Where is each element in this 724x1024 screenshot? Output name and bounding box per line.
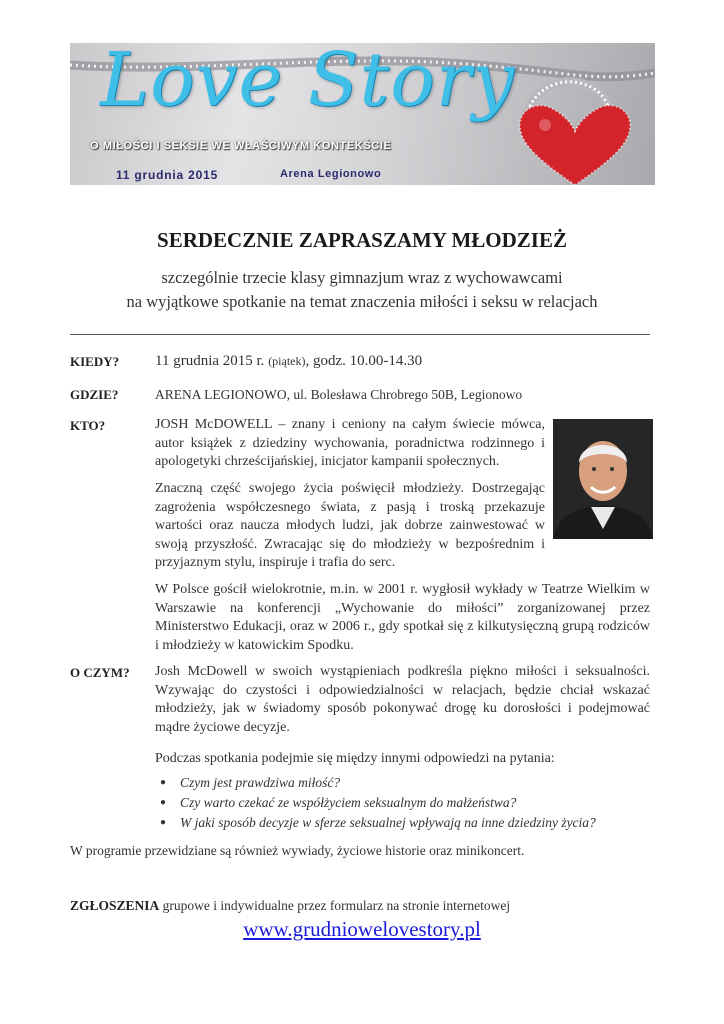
speaker-bio-1: JOSH McDOWELL – znany i ceniony na całym świecie mówca, autor książek z dziedziny wychowania, poradnictwa rodzinnego i apologetyki chrześcijańskiej, inicjator kampanii społecznych. xyxy=(155,417,545,469)
event-time: , godz. 10.00-14.30 xyxy=(305,353,423,369)
list-item: ● W jaki sposób decyzje w sferze seksualnej wpływają na inne dziedziny życia? xyxy=(160,813,596,833)
bullet-icon: ● xyxy=(160,797,167,808)
banner-date: 11 grudnia 2015 xyxy=(116,168,219,182)
event-where: ARENA LEGIONOWO, ul. Bolesława Chrobrego 50B, Legionowo xyxy=(155,387,523,402)
label-gdzie: GDZIE? xyxy=(70,387,119,402)
list-item: ● Czym jest prawdziwa miłość? xyxy=(160,773,596,793)
header-banner xyxy=(70,43,655,185)
event-when xyxy=(155,352,422,371)
website-link[interactable]: www.grudniowelovestory.pl xyxy=(243,917,481,941)
bullet-icon: ● xyxy=(160,777,167,788)
speaker-photo xyxy=(553,419,653,539)
question-list xyxy=(160,773,596,833)
registration-label: ZGŁOSZENIA xyxy=(70,898,160,913)
speaker-bio-2: Znaczną część swojego życia poświęcił młodzieży. Dostrzegając zagrożenia współczesnego świata, z pasją i troską przekazuje wartości oraz naucza młodych ludzi, jak dobrze zainwestować w swoją przyszłość. Zwracając się do młodzieży w bezpośrednim i przyjaznym stylu, inspiruje i trafia do serc. xyxy=(155,481,545,570)
intro-line-2: na wyjątkowe spotkanie na temat znaczenia miłości i seksu w relacjach xyxy=(126,292,598,311)
registration-note: ZGŁOSZENIA grupowe i indywidualne przez formularz na stronie internetowej xyxy=(70,898,511,913)
event-date: 11 grudnia 2015 r. xyxy=(155,353,265,369)
logo-title: Love Story xyxy=(100,43,515,123)
speaker-portrait xyxy=(553,419,653,539)
divider xyxy=(70,334,650,335)
list-item: ● Czy warto czekać ze współżyciem seksualnym do małżeństwa? xyxy=(160,793,596,813)
topic-questions-intro: Podczas spotkania podejmie się między innymi odpowiedzi na pytania: xyxy=(155,751,555,766)
topic-description: Josh McDowell w swoich wystąpieniach podkreśla piękno miłości i seksualności. Wzywając do czystości i odpowiedzialności w relacjach, będzie chciał wskazać młodzieży, jak w świadomy sposób pokonywać drogę ku dorosłości i podejmować mądre życiowe decyzje. xyxy=(155,664,650,735)
banner-venue: Arena Legionowo xyxy=(280,168,382,180)
bullet-icon: ● xyxy=(160,817,167,828)
logo-subtitle: O MIŁOŚCI I SEKSIE WE WŁAŚCIWYM KONTEKŚCIE xyxy=(90,140,392,152)
program-note: W programie przewidziane są również wywiady, życiowe historie oraz minikoncert. xyxy=(70,843,525,858)
speaker-bio-3: W Polsce gościł wielokrotnie, m.in. w 2001 r. wygłosił wykłady w Teatrze Wielkim w Warszawie na konferencji „Wychowanie do miłości” zorganizowanej przez Ministerstwo Edukacji, oraz w 2006 r., gdy spotkał się z kilkutysięczną grupą rodziców i młodzieży w katowickim Spodku. xyxy=(155,582,650,653)
event-day: (piątek) xyxy=(268,354,306,368)
label-kto: KTO? xyxy=(70,418,106,433)
label-o-czym: O CZYM? xyxy=(70,665,130,680)
page-heading: SERDECZNIE ZAPRASZAMY MŁODZIEŻ xyxy=(157,228,567,252)
label-kiedy: KIEDY? xyxy=(70,354,120,369)
intro-line-1: szczególnie trzecie klasy gimnazjum wraz z wychowawcami xyxy=(161,268,563,287)
heart-lock-icon xyxy=(520,105,630,185)
